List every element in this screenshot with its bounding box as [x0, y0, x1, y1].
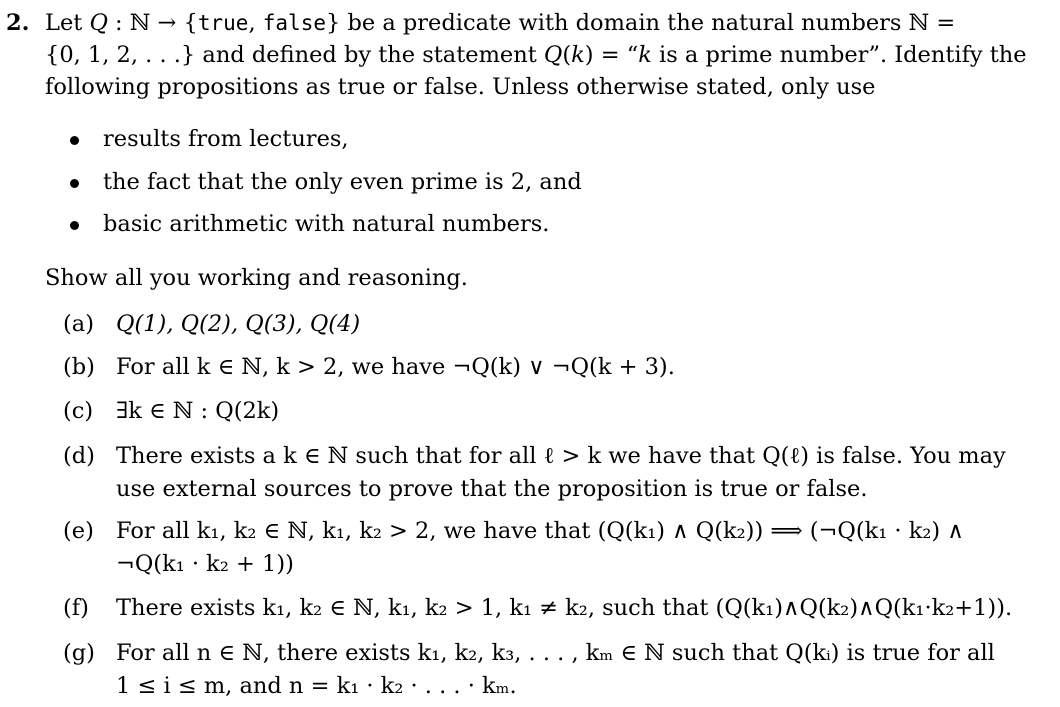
bullet-dot [70, 221, 79, 230]
intro-text: { [183, 10, 198, 36]
bullet-item: basic arithmetic with natural numbers. [103, 211, 550, 237]
part-e-line-1: For all k₁, k₂ ∈ ℕ, k₁, k₂ > 2, we have that (Q(k₁) ∧ Q(k₂)) ⟹ (¬Q(k₁ · k₂) ∧ [116, 518, 964, 544]
bullet-dot [70, 179, 79, 188]
intro-text: ) = “ [584, 42, 639, 68]
bullet-item: results from lectures, [103, 126, 349, 152]
instruction: Show all you working and reasoning. [45, 265, 468, 291]
part-b-text: For all k ∈ ℕ, k > 2, we have ¬Q(k) ∨ ¬Q(k + 3). [116, 354, 675, 380]
part-label: (g) [63, 640, 95, 666]
part-label: (c) [63, 398, 94, 424]
intro-text: : [107, 10, 130, 36]
part-label: (e) [63, 518, 94, 544]
intro-text: is a prime number”. Identify the [651, 42, 1027, 68]
part-d-line-1: There exists a k ∈ ℕ such that for all ℓ > k we have that Q(ℓ) is false. You may [116, 443, 1006, 469]
math-var: k [571, 42, 585, 68]
part-label: (a) [63, 311, 94, 337]
intro-text: Let [45, 10, 90, 36]
part-e-line-2: ¬Q(k₁ · k₂ + 1)) [116, 551, 294, 577]
part-label: (d) [63, 443, 95, 469]
intro-line-2 [45, 44, 1027, 67]
part-g-line-2: 1 ≤ i ≤ m, and n = k₁ · k₂ · . . . · kₘ. [116, 673, 517, 699]
part-c-text: ∃k ∈ ℕ : Q(2k) [116, 398, 280, 424]
intro-line-1 [45, 12, 955, 35]
math-var: Q [89, 10, 108, 36]
intro-text: , [248, 10, 263, 36]
problem-number: 2. [6, 10, 30, 36]
intro-text: {0, 1, 2, . . .} and defined by the statement [45, 42, 544, 68]
math-var: Q [543, 42, 563, 68]
bullet-item: the fact that the only even prime is 2, and [103, 169, 582, 195]
intro-text: → [150, 10, 184, 36]
part-d-line-2: use external sources to prove that the proposition is true or false. [116, 476, 868, 502]
math-symbol: ℕ [129, 10, 151, 36]
part-f-text: There exists k₁, k₂ ∈ ℕ, k₁, k₂ > 1, k₁ ≠ k₂, such that (Q(k₁)∧Q(k₂)∧Q(k₁·k₂+1)). [116, 595, 1013, 621]
bullet-dot [70, 136, 79, 145]
intro-line-3: following propositions as true or false. Unless otherwise stated, only use [45, 74, 876, 100]
part-a-text: Q(1), Q(2), Q(3), Q(4) [116, 311, 361, 337]
mono-false: false [262, 11, 326, 35]
mono-true: true [197, 11, 249, 35]
intro-text: ( [562, 42, 572, 68]
intro-text: } be a predicate with domain the natural numbers ℕ = [325, 10, 956, 36]
part-label: (f) [63, 595, 89, 621]
part-label: (b) [63, 354, 95, 380]
math-var: k [638, 42, 652, 68]
part-g-line-1: For all n ∈ ℕ, there exists k₁, k₂, k₃, . . . , kₘ ∈ ℕ such that Q(kᵢ) is true for all [116, 640, 995, 666]
